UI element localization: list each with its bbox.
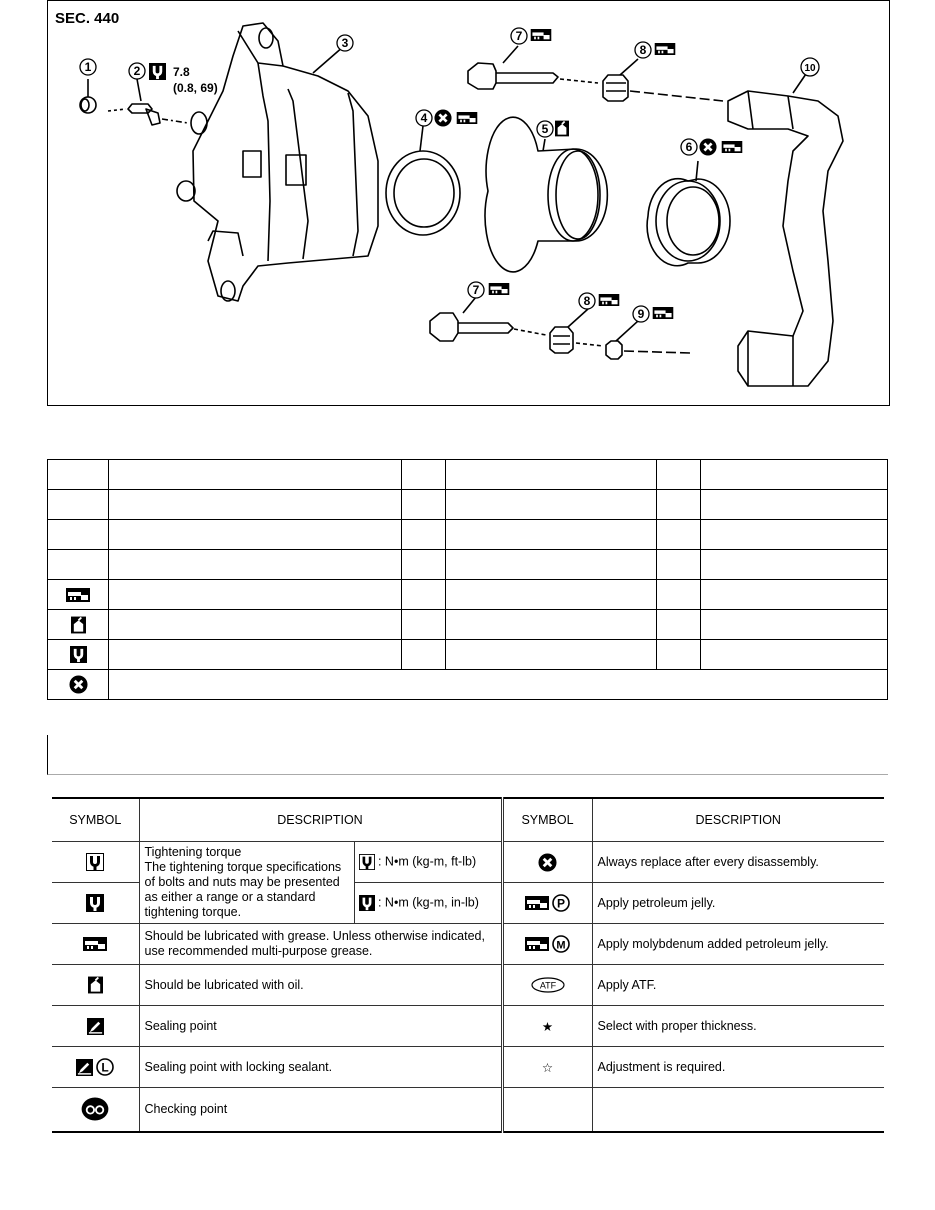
legend-right-desc-2: Apply molybdenum added petroleum jelly. xyxy=(592,924,884,965)
torque-description: Tightening torque The tightening torque specifications of bolts and nuts may be presented as either a range or a standard tightening torque. xyxy=(139,842,354,924)
replace-icon xyxy=(699,138,716,155)
grease-icon xyxy=(83,937,107,951)
callout-7-top: 7 xyxy=(515,29,523,43)
callout-1: 1 xyxy=(84,60,92,74)
grease-icon xyxy=(457,112,478,124)
molybdenum-jelly-icon xyxy=(552,935,570,953)
replace-icon xyxy=(434,109,451,126)
caliper-drawing xyxy=(48,1,891,407)
grease-icon xyxy=(655,43,676,55)
torque-icon xyxy=(149,63,166,80)
checking-point-icon xyxy=(81,1097,109,1121)
outline-star-icon: ☆ xyxy=(502,1047,592,1088)
oil-can-icon xyxy=(71,616,86,634)
filled-star-icon: ★ xyxy=(502,1006,592,1047)
legend-header-desc-left: DESCRIPTION xyxy=(139,798,502,842)
grease-icon xyxy=(531,29,552,41)
svg-text:L: L xyxy=(101,1060,110,1075)
legend-header-symbol-left: SYMBOL xyxy=(52,798,139,842)
callout-5: 5 xyxy=(541,122,549,136)
svg-text:ATF: ATF xyxy=(539,980,556,991)
sealant-locking-icon xyxy=(96,1058,114,1076)
grease-icon xyxy=(599,294,620,306)
grease-icon xyxy=(489,283,510,295)
oil-can-icon xyxy=(555,121,569,137)
legend-left-desc-1: Should be lubricated with oil. xyxy=(139,965,502,1006)
torque-alt: (0.8, 69) xyxy=(173,81,218,95)
grease-icon xyxy=(722,141,743,153)
callout-4: 4 xyxy=(420,111,428,125)
legend-left-desc-2: Sealing point xyxy=(139,1006,502,1047)
parts-table xyxy=(47,459,888,700)
callout-8-top: 8 xyxy=(639,43,647,57)
exploded-diagram xyxy=(47,0,890,406)
section-label: SEC. 440 xyxy=(55,10,120,27)
legend-left-desc-4: Checking point xyxy=(139,1088,502,1132)
callout-7-bottom: 7 xyxy=(472,283,480,297)
torque-in-lb-icon xyxy=(359,895,375,911)
petroleum-jelly-icon xyxy=(552,894,570,912)
legend-right-desc-3: Apply ATF. xyxy=(592,965,884,1006)
grease-icon xyxy=(525,896,549,910)
sealant-icon xyxy=(76,1059,93,1076)
svg-text:P: P xyxy=(557,896,566,911)
oil-can-icon xyxy=(88,976,103,994)
grease-icon xyxy=(653,307,674,319)
callout-9: 9 xyxy=(637,307,645,321)
callout-2: 2 xyxy=(133,64,141,78)
legend-header-desc-right: DESCRIPTION xyxy=(592,798,884,842)
callout-3: 3 xyxy=(341,36,349,50)
symbol-legend xyxy=(52,797,884,1129)
torque-ft-lb-icon xyxy=(359,854,375,870)
legend-header-symbol-right: SYMBOL xyxy=(502,798,592,842)
legend-left-desc-3: Sealing point with locking sealant. xyxy=(139,1047,502,1088)
legend-right-desc-1: Apply petroleum jelly. xyxy=(592,883,884,924)
torque-icon xyxy=(70,646,87,663)
torque-unit-in-lb: : N•m (kg-m, in-lb) xyxy=(377,895,479,910)
torque-in-lb-icon xyxy=(86,894,104,912)
callout-6: 6 xyxy=(685,140,693,154)
atf-icon xyxy=(531,977,565,993)
callout-8-bottom: 8 xyxy=(583,294,591,308)
callout-10: 10 xyxy=(804,63,816,74)
torque-unit-ft-lb: : N•m (kg-m, ft-lb) xyxy=(377,854,477,869)
legend-right-desc-4: Select with proper thickness. xyxy=(592,1006,884,1047)
note-box xyxy=(47,735,888,775)
torque-value: 7.8 xyxy=(173,65,190,79)
legend-right-desc-5: Adjustment is required. xyxy=(592,1047,884,1088)
replace-icon xyxy=(538,853,557,872)
legend-left-desc-0: Should be lubricated with grease. Unless otherwise indicated, use recommended multi-purpose grease. xyxy=(139,924,502,965)
sealant-icon xyxy=(87,1018,104,1035)
replace-icon xyxy=(69,675,88,694)
grease-icon xyxy=(66,588,90,602)
svg-text:M: M xyxy=(556,939,566,952)
grease-icon xyxy=(525,937,549,951)
torque-ft-lb-icon xyxy=(86,853,104,871)
legend-right-desc-0: Always replace after every disassembly. xyxy=(592,842,884,883)
